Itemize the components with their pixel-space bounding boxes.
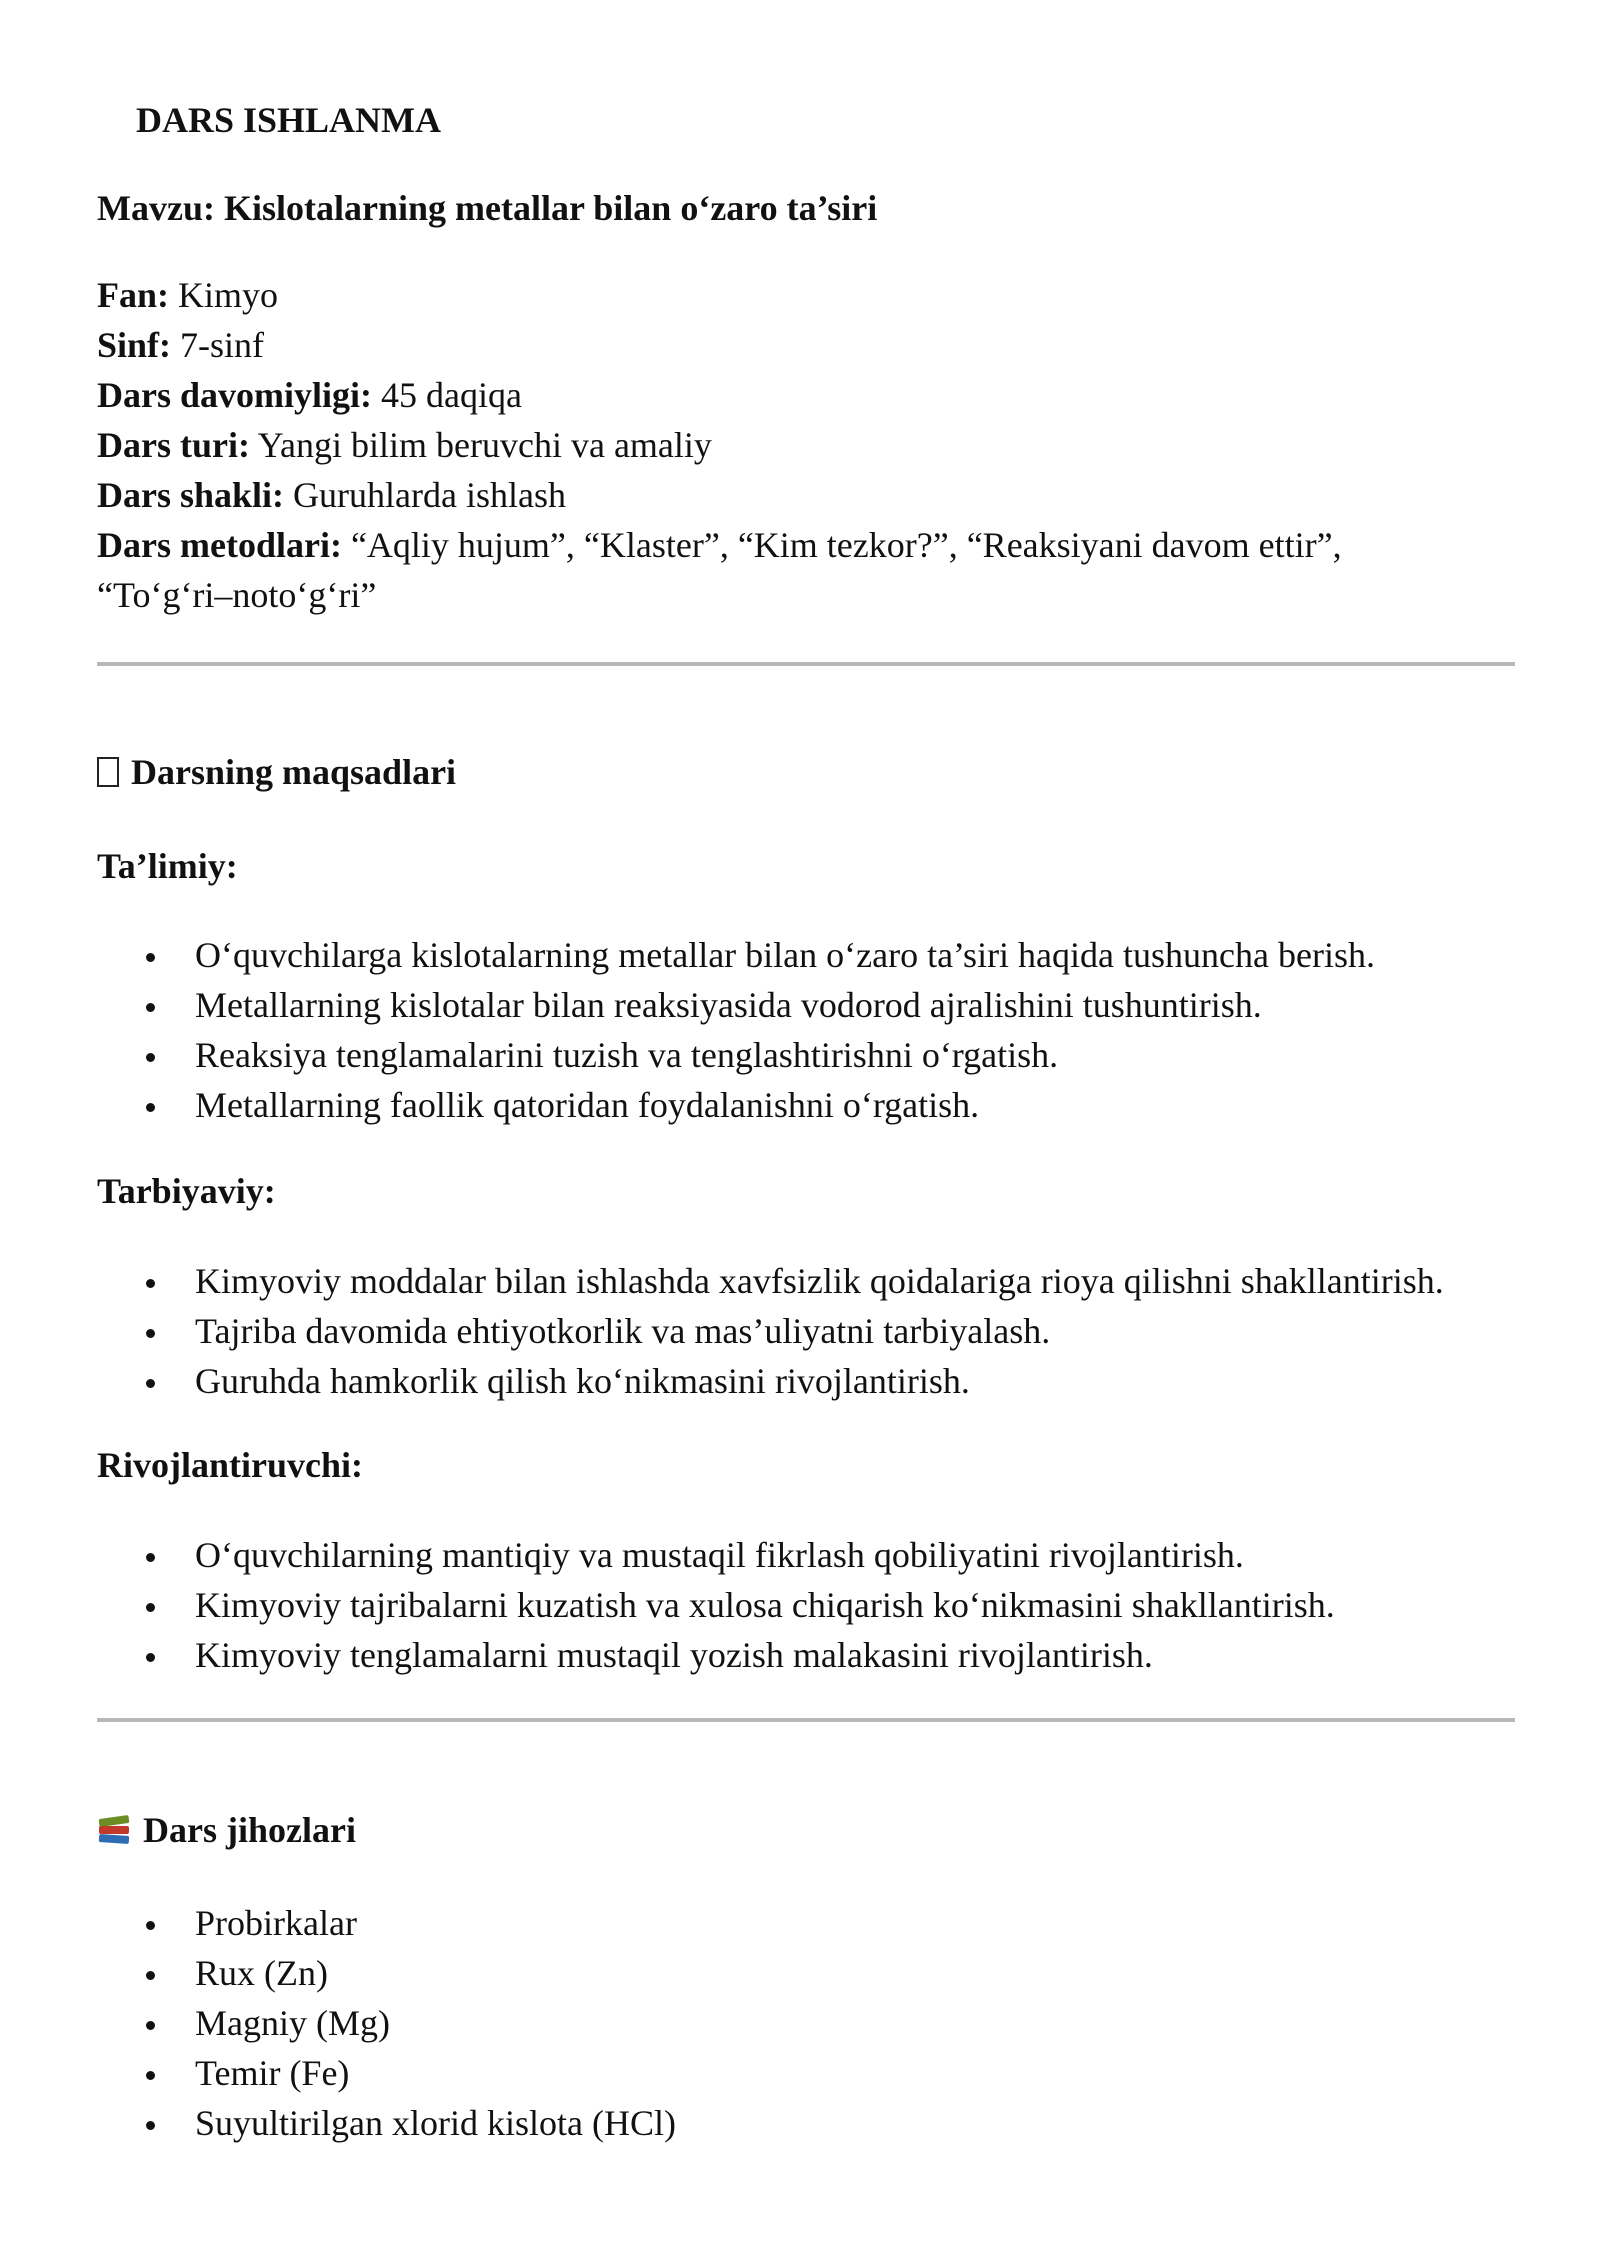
list-item: Reaksiya tenglamalarini tuzish va tenglashtirishni o‘rgatish. [97,1030,1537,1080]
goals-heading-text: Darsning maqsadlari [131,752,457,792]
meta-value: 7-sinf [180,325,265,365]
meta-label: Dars metodlari: [97,525,342,565]
box-icon [97,757,119,787]
talimiy-label: Ta’limiy: [97,846,238,886]
divider [97,1718,1515,1722]
meta-label: Fan: [97,275,169,315]
rivojlantiruvchi-label: Rivojlantiruvchi: [97,1445,363,1485]
meta-methods [97,520,1517,570]
list-item: Metallarning kislotalar bilan reaksiyasida vodorod ajralishini tushuntirish. [97,980,1537,1030]
list-item: Kimyoviy tajribalarni kuzatish va xulosa chiqarish ko‘nikmasini shakllantirish. [97,1580,1537,1630]
list-item: Kimyoviy moddalar bilan ishlashda xavfsizlik qoidalariga rioya qilishni shakllantirish. [97,1256,1537,1306]
topic-line [97,184,877,232]
equipment-heading [97,1806,356,1854]
talimiy-list [97,930,1537,1130]
document-title: DARS ISHLANMA [136,100,442,140]
meta-type [97,420,1517,470]
meta-value: “To‘g‘ri–noto‘g‘ri” [97,575,377,615]
list-item: Guruhda hamkorlik qilish ko‘nikmasini rivojlantirish. [97,1356,1537,1406]
meta-duration [97,370,1517,420]
meta-grade [97,320,1517,370]
list-item: Temir (Fe) [97,2048,1537,2098]
list-item: Rux (Zn) [97,1948,1537,1998]
meta-methods-cont [97,570,1517,620]
topic-value: Kislotalarning metallar bilan o‘zaro ta’siri [223,188,878,228]
list-item: Kimyoviy tenglamalarni mustaqil yozish malakasini rivojlantirish. [97,1630,1537,1680]
list-item: O‘quvchilarga kislotalarning metallar bilan o‘zaro ta’siri haqida tushuncha berish. [97,930,1537,980]
tarbiyaviy-list [97,1256,1537,1406]
meta-label: Sinf: [97,325,172,365]
list-item: Suyultirilgan xlorid kislota (HCl) [97,2098,1537,2148]
goals-heading [97,748,456,796]
rivojlantiruvchi-list [97,1530,1537,1680]
list-item: Tajriba davomida ehtiyotkorlik va mas’uliyatni tarbiyalash. [97,1306,1537,1356]
list-item: Probirkalar [97,1898,1537,1948]
equipment-list [97,1898,1537,2148]
list-item: Magniy (Mg) [97,1998,1537,2048]
meta-value: 45 daqiqa [381,375,522,415]
meta-value: “Aqliy hujum”, “Klaster”, “Kim tezkor?”, “Reaksiyani davom ettir”, [350,525,1342,565]
meta-label: Dars turi: [97,425,250,465]
topic-label: Mavzu: [97,188,215,228]
tarbiyaviy-label: Tarbiyaviy: [97,1171,276,1211]
meta-value: Kimyo [178,275,279,315]
meta-value: Yangi bilim beruvchi va amaliy [257,425,712,465]
lesson-meta [97,270,1517,620]
meta-subject [97,270,1517,320]
divider [97,662,1515,666]
meta-value: Guruhlarda ishlash [293,475,566,515]
meta-label: Dars davomiyligi: [97,375,372,415]
meta-form [97,470,1517,520]
books-icon [97,1815,131,1845]
list-item: O‘quvchilarning mantiqiy va mustaqil fikrlash qobiliyatini rivojlantirish. [97,1530,1537,1580]
equipment-heading-text: Dars jihozlari [143,1810,356,1850]
meta-label: Dars shakli: [97,475,285,515]
list-item: Metallarning faollik qatoridan foydalanishni o‘rgatish. [97,1080,1537,1130]
